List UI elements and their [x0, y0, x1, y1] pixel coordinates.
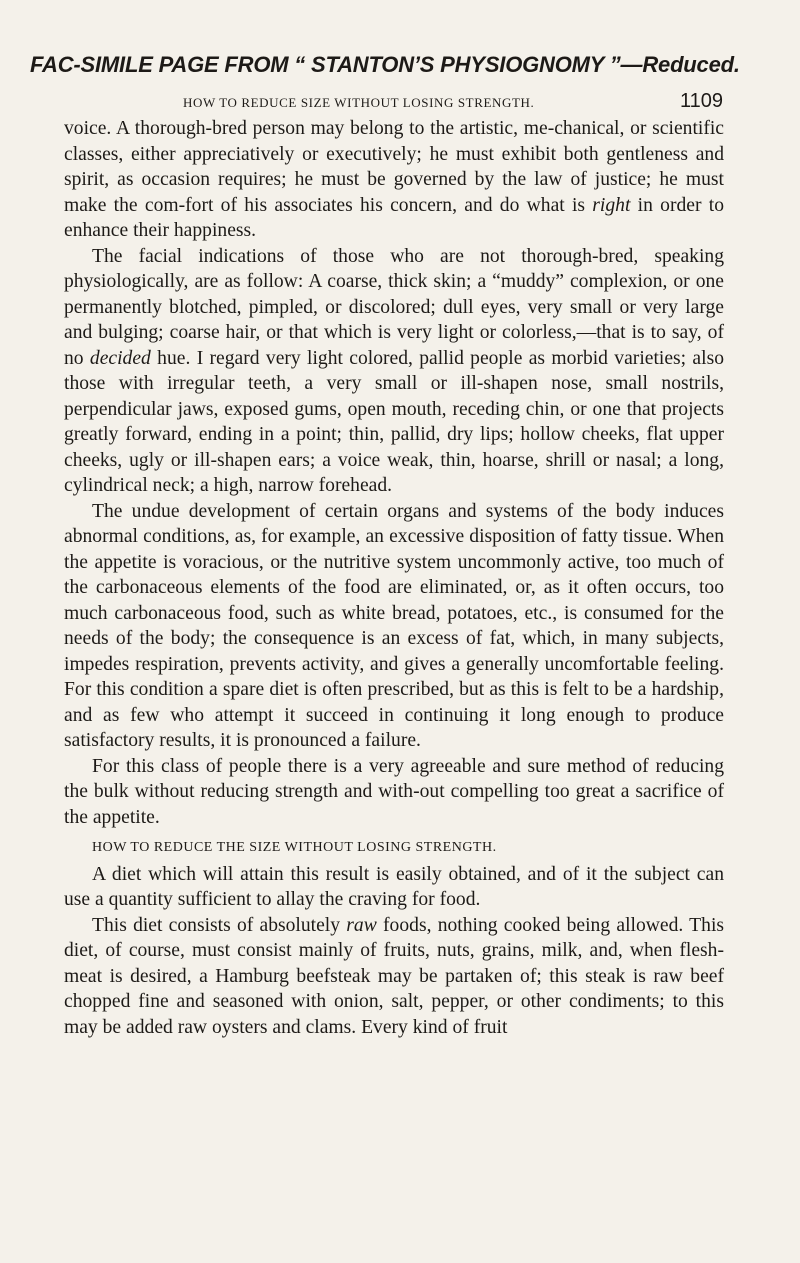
running-head-title: HOW TO REDUCE SIZE WITHOUT LOSING STRENGTH.	[183, 95, 535, 110]
paragraph-4: For this class of people there is a very agreeable and sure method of reducing the bulk without reducing strength and with-out compelling too great a sacrifice of the appetite.	[64, 755, 724, 828]
paragraph-3: The undue development of certain organs and systems of the body induces abnormal conditions, as, for example, an excessive disposition of fatty tissue. When the appetite is voracious, or the nutritive system uncommonly active, too much of the carbonaceous elements of the food are eliminated, or, as it often occurs, too much carbonaceous food, such as white bread, potatoes, etc., is consumed for the needs of the body; the consequence is an excess of fat, which, in many subjects, impedes respiration, prevents activity, and gives a generally uncomfortable feeling. For this condition a spare diet is often prescribed, but as this is felt to be a hardship, and as few who attempt it succeed in continuing it long enough to produce satisfactory results, it is pronounced a failure.	[64, 500, 724, 751]
paragraph-5: A diet which will attain this result is easily obtained, and of it the subject can use a quantity sufficient to allay the craving for food.	[64, 863, 724, 910]
body-text	[64, 116, 724, 1040]
emphasis-right: right	[592, 194, 631, 216]
emphasis-decided: decided	[89, 347, 151, 369]
paragraph-1: voice. A thorough-bred person may belong to the artistic, me-chanical, or scientific classes, either appreciatively or executively; he must exhibit both gentleness and spirit, as occasion requires; he must be governed by the law of justice; he must make the com-fort of his associates his concern, and do what is right in order to enhance their happiness.	[64, 118, 724, 241]
facsimile-banner: FAC-SIMILE PAGE FROM “ STANTON’S PHYSIOGNOMY ”—Reduced.	[30, 52, 740, 77]
page-number: 1109	[679, 90, 723, 112]
section-subheading: HOW TO REDUCE THE SIZE WITHOUT LOSING STRENGTH.	[92, 840, 497, 855]
paragraph-6: This diet consists of absolutely raw foods, nothing cooked being allowed. This diet, of course, must consist mainly of fruits, nuts, grains, milk, and, when flesh-meat is desired, a Hamburg beefsteak may be partaken of; this steak is raw beef chopped fine and seasoned with onion, salt, pepper, or other condiments; to this may be added raw oysters and clams. Every kind of fruit	[64, 914, 725, 1038]
paragraph-2: The facial indications of those who are not thorough-bred, speaking physiologically, are as follow: A coarse, thick skin; a “muddy” complexion, or one permanently blotched, pimpled, or discolored; dull eyes, very small or very large and bulging; coarse hair, or that which is very light or colorless,—that is to say, of no decided hue. I regard very light colored, pallid people as morbid varieties; also those with irregular teeth, a very small or ill-shapen nose, small nostrils, perpendicular jaws, exposed gums, open mouth, receding chin, or one that projects greatly forward, ending in a point; thin, pallid, dry lips; hollow cheeks, flat upper cheeks, ugly or ill-shapen ears; a voice weak, thin, hoarse, shrill or nasal; a long, cylindrical neck; a high, narrow forehead.	[64, 245, 724, 496]
running-head	[183, 90, 723, 113]
emphasis-raw: raw	[346, 914, 377, 936]
